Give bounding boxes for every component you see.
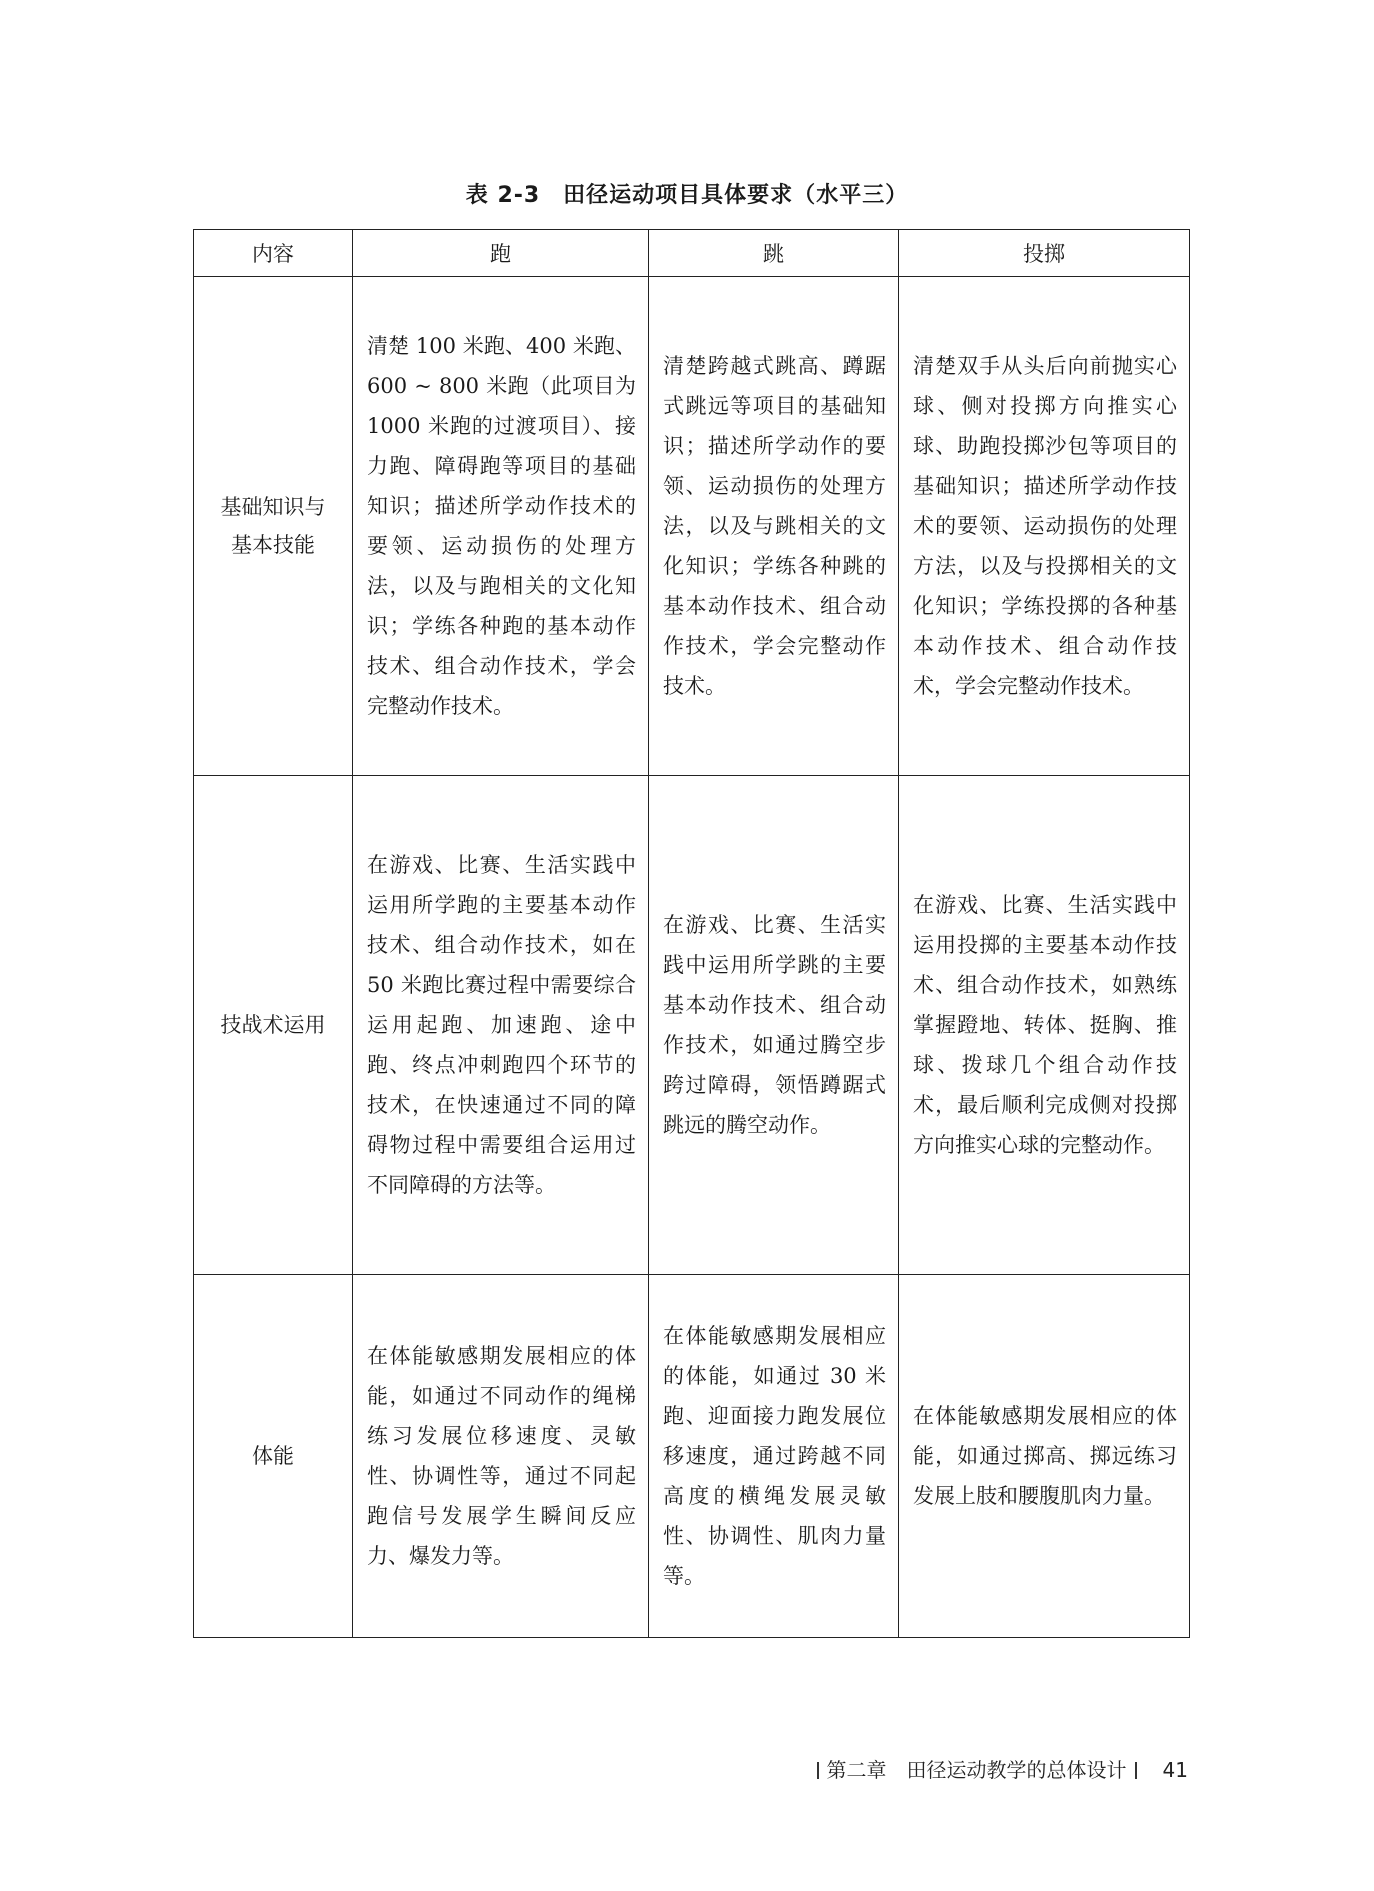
cell-throw: 清楚双手从头后向前抛实心球、侧对投掷方向推实心球、助跑投掷沙包等项目的基础知识；描述所学动作技术的要领、运动损伤的处理方法，以及与投掷相关的文化知识；学练投掷的各种基本动作技术、组合动作技术，学会完整动作技术。 (899, 277, 1190, 776)
row-label: 技战术运用 (194, 776, 353, 1275)
table-row (194, 776, 1190, 1275)
table-caption: 表 2-3 田径运动项目具体要求（水平三） (465, 183, 909, 208)
cell-run: 在游戏、比赛、生活实践中运用所学跑的主要基本动作技术、组合动作技术，如在 50 米跑比赛过程中需要综合运用起跑、加速跑、途中跑、终点冲刺跑四个环节的技术，在快速通过不同的障碍物过程中需要组合运用过不同障碍的方法等。 (353, 776, 649, 1275)
footer-chapter: 第二章 田径运动教学的总体设计 (826, 1758, 1127, 1782)
footer-divider (817, 1762, 819, 1779)
header-jump: 跳 (649, 230, 899, 277)
requirements-table (193, 229, 1190, 1638)
page-footer (0, 1754, 1188, 1783)
table-row (194, 277, 1190, 776)
cell-run: 在体能敏感期发展相应的体能，如通过不同动作的绳梯练习发展位移速度、灵敏性、协调性等，通过不同起跑信号发展学生瞬间反应力、爆发力等。 (353, 1275, 649, 1638)
page-number: 41 (1162, 1758, 1188, 1782)
row-label-text: 基础知识与基本技能 (220, 495, 326, 557)
cell-jump: 清楚跨越式跳高、蹲踞式跳远等项目的基础知识；描述所学动作的要领、运动损伤的处理方法，以及与跳相关的文化知识；学练各种跳的基本动作技术、组合动作技术，学会完整动作技术。 (649, 277, 899, 776)
header-throw: 投掷 (899, 230, 1190, 277)
header-row (194, 230, 1190, 277)
row-label (194, 277, 353, 776)
cell-throw: 在体能敏感期发展相应的体能，如通过掷高、掷远练习发展上肢和腰腹肌肉力量。 (899, 1275, 1190, 1638)
cell-run: 清楚 100 米跑、400 米跑、600 ~ 800 米跑（此项目为 1000 米跑的过渡项目）、接力跑、障碍跑等项目的基础知识；描述所学动作技术的要领、运动损伤的处理方法，以及与跑相关的文化知识；学练各种跑的基本动作技术、组合动作技术，学会完整动作技术。 (353, 277, 649, 776)
cell-jump: 在体能敏感期发展相应的体能，如通过 30 米跑、迎面接力跑发展位移速度，通过跨越不同高度的横绳发展灵敏性、协调性、肌肉力量等。 (649, 1275, 899, 1638)
cell-jump: 在游戏、比赛、生活实践中运用所学跳的主要基本动作技术、组合动作技术，如通过腾空步跨过障碍，领悟蹲踞式跳远的腾空动作。 (649, 776, 899, 1275)
table-row (194, 1275, 1190, 1638)
cell-throw: 在游戏、比赛、生活实践中运用投掷的主要基本动作技术、组合动作技术，如熟练掌握蹬地、转体、挺胸、推球、拨球几个组合动作技术，最后顺利完成侧对投掷方向推实心球的完整动作。 (899, 776, 1190, 1275)
row-label: 体能 (194, 1275, 353, 1638)
header-content: 内容 (194, 230, 353, 277)
footer-divider (1135, 1762, 1137, 1779)
header-run: 跑 (353, 230, 649, 277)
